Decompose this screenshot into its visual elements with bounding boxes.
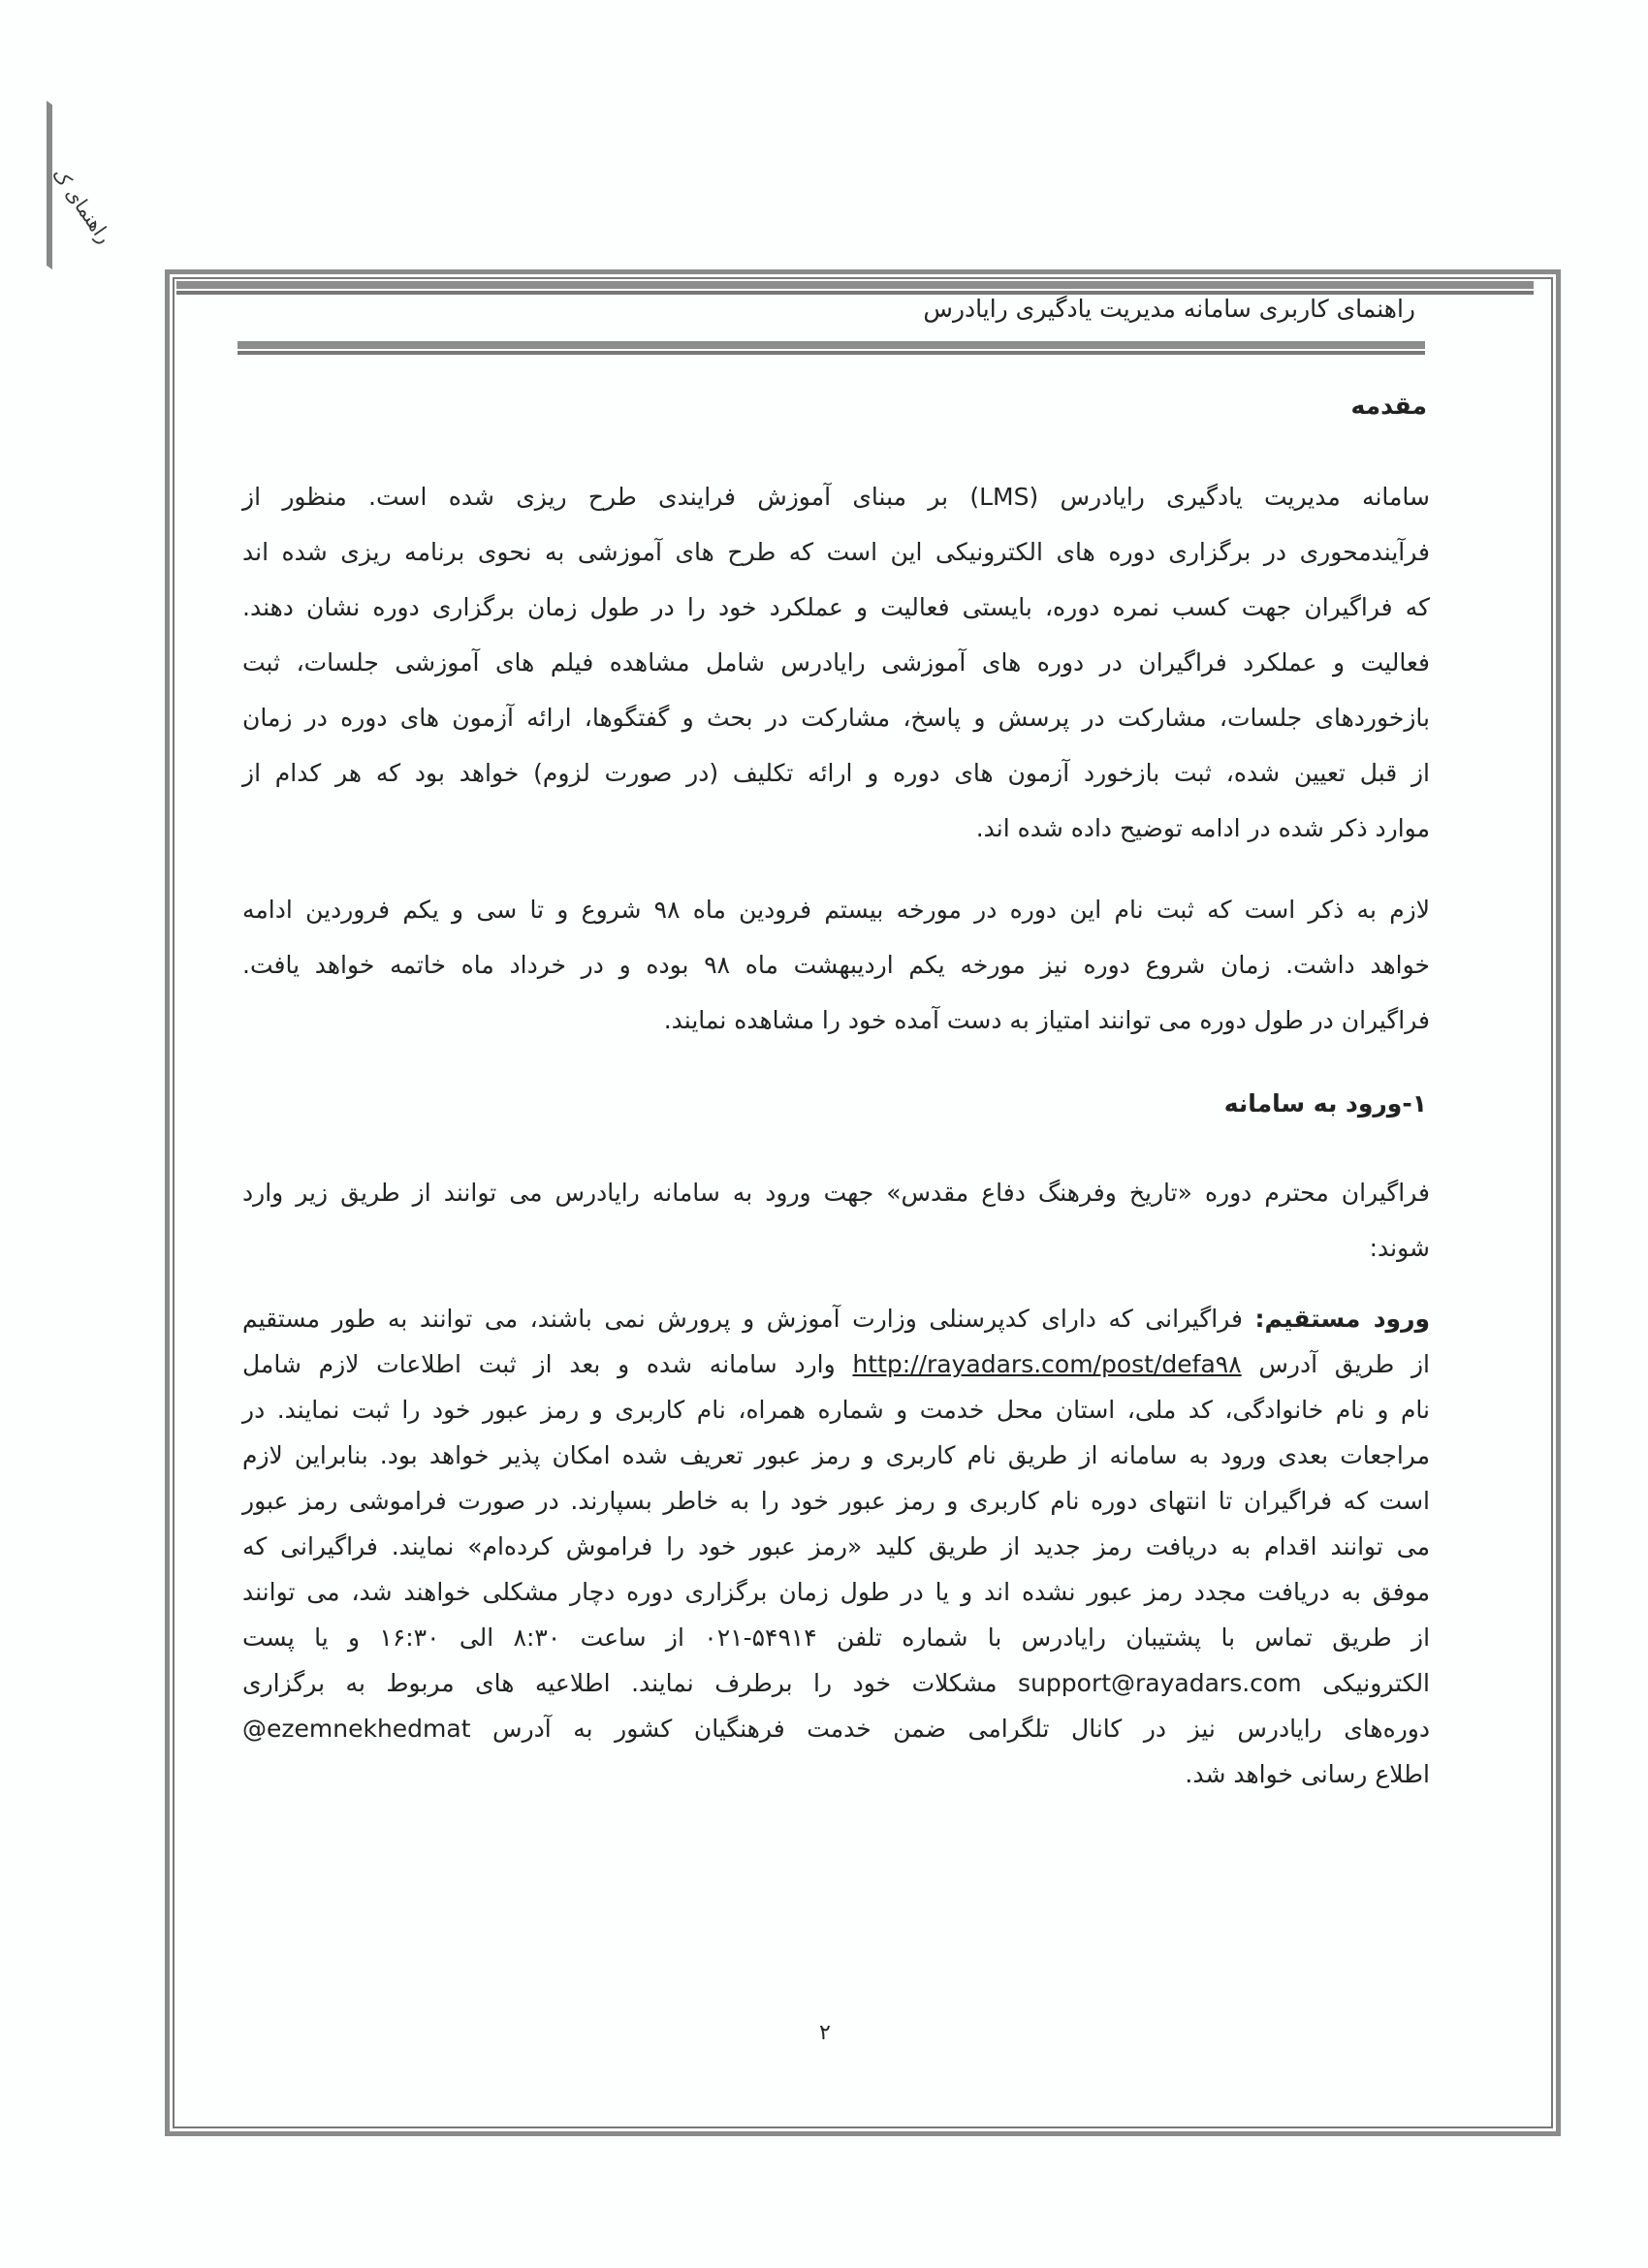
section-1-intro [242, 1165, 1430, 1276]
schedule-paragraph [242, 882, 1430, 1048]
direct-login-paragraph [242, 1296, 1430, 1797]
text-line: لازم به ذکر است که ثبت نام این دوره در مورخه بیستم فرودین ماه ۹۸ شروع و تا سی و یکم فروردین ادامه [242, 896, 1431, 924]
header-top-rule [176, 281, 1534, 291]
text-line: بازخوردهای جلسات، مشارکت در پرسش و پاسخ، مشارکت در بحث و گفتگوها، ارائه آزمون های دوره در زمان [242, 704, 1430, 732]
text-line: شوند: [1369, 1234, 1430, 1262]
intro-heading: مقدمه [1350, 392, 1427, 420]
text-line: نام و نام خانوادگی، کد ملی، استان محل خدمت و شماره همراه، نام کاربری و رمز عبور خود را ثبت نمایند. در [242, 1396, 1430, 1424]
text-line: مراجعات بعدی ورود به سامانه از طریق نام کاربری و رمز عبور تعریف شده امکان پذیر خواهد بود. بنابراین لازم [242, 1441, 1430, 1469]
text-span: از طریق آدرس [1241, 1350, 1430, 1378]
text-line: است که فراگیران تا انتهای دوره نام کاربری و رمز عبور خود را به خاطر بسپارند. در صورت فراموشی رمز عبور [242, 1487, 1430, 1515]
text-line: فراگیران محترم دوره «تاریخ وفرهنگ دفاع مقدس» جهت ورود به سامانه رایادرس می توانند از طریق زیر وارد [242, 1179, 1430, 1207]
text-line: موارد ذکر شده در ادامه توضیح داده شده اند. [975, 814, 1430, 842]
text-line: از طریق تماس با پشتیبان رایادرس با شماره تلفن ۵۴۹۱۴-۰۲۱ از ساعت ۸:۳۰ الی ۱۶:۳۰ و یا پست [242, 1623, 1431, 1652]
header-title: راهنمای کاربری سامانه مدیریت یادگیری رایادرس [923, 295, 1415, 323]
text-line: سامانه مدیریت یادگیری رایادرس (LMS) بر مبنای آموزش فرایندی طرح ریزی شده است. منظور از [242, 483, 1430, 511]
text-line: موفق به دریافت مجدد رمز عبور نشده اند و یا در طول زمان برگزاری دوره دچار مشکلی خواهند شد، می توانند [242, 1578, 1430, 1606]
text-line: می توانند اقدام به دریافت رمز جدید از طریق کلید «رمز عبور خود را فراموش کرده‌ام» نمایند. فراگیرانی که [242, 1532, 1430, 1560]
page-number: ۲ [819, 2021, 831, 2045]
text-line: فراگیران در طول دوره می توانند امتیاز به دست آمده خود را مشاهده نمایند. [663, 1006, 1430, 1034]
text-line: دوره‌های رایادرس نیز در کانال تلگرامی ضمن خدمت فرهنگیان کشور به آدرس ezemnekhedmat@ [242, 1715, 1430, 1743]
header-bottom-rule [238, 341, 1425, 351]
text-line: فعالیت و عملکرد فراگیران در دوره های آموزشی رایادرس شامل مشاهده فیلم های آموزشی جلسات، ثبت [242, 648, 1430, 677]
text-line: از قبل تعیین شده، ثبت بازخورد آزمون های دوره و ارائه تکلیف (در صورت لزوم) خواهد بود که هر کدام از [242, 759, 1430, 787]
text-line [242, 1296, 1430, 1341]
text-line: فرآیندمحوری در برگزاری دوره های الکترونیکی این است که طرح های آموزشی به نحوی برنامه ریزی شده اند [242, 538, 1430, 566]
underlying-page-header: راهنمای ک [48, 163, 117, 248]
text-line: خواهد داشت. زمان شروع دوره نیز مورخه یکم اردیبهشت ماه ۹۸ بوده و در خرداد ماه خاتمه خواهد یافت. [242, 951, 1430, 979]
section-1-heading: ۱-ورود به سامانه [1223, 1089, 1427, 1118]
text-line: که فراگیران جهت کسب نمره دوره، بایستی فعالیت و عملکرد خود را در طول زمان برگزاری دوره نشان دهند. [242, 593, 1430, 621]
direct-login-label: ورود مستقیم: [1254, 1305, 1430, 1333]
text-span: وارد سامانه شده و بعد از ثبت اطلاعات لازم شامل [242, 1350, 853, 1378]
intro-paragraph [242, 469, 1430, 856]
text-line: اطلاع رسانی خواهد شد. [1185, 1760, 1430, 1788]
text-line: الکترونیکی support@rayadars.com مشکلات خود را برطرف نمایند. اطلاعیه های مربوط به برگزاری [242, 1669, 1431, 1697]
registration-link[interactable]: http://rayadars.com/post/defa۹۸ [852, 1350, 1242, 1378]
text-span: فراگیرانی که دارای کدپرسنلی وزارت آموزش و پرورش نمی باشند، می توانند به طور مستقیم [242, 1305, 1255, 1333]
text-line [242, 1341, 1430, 1387]
